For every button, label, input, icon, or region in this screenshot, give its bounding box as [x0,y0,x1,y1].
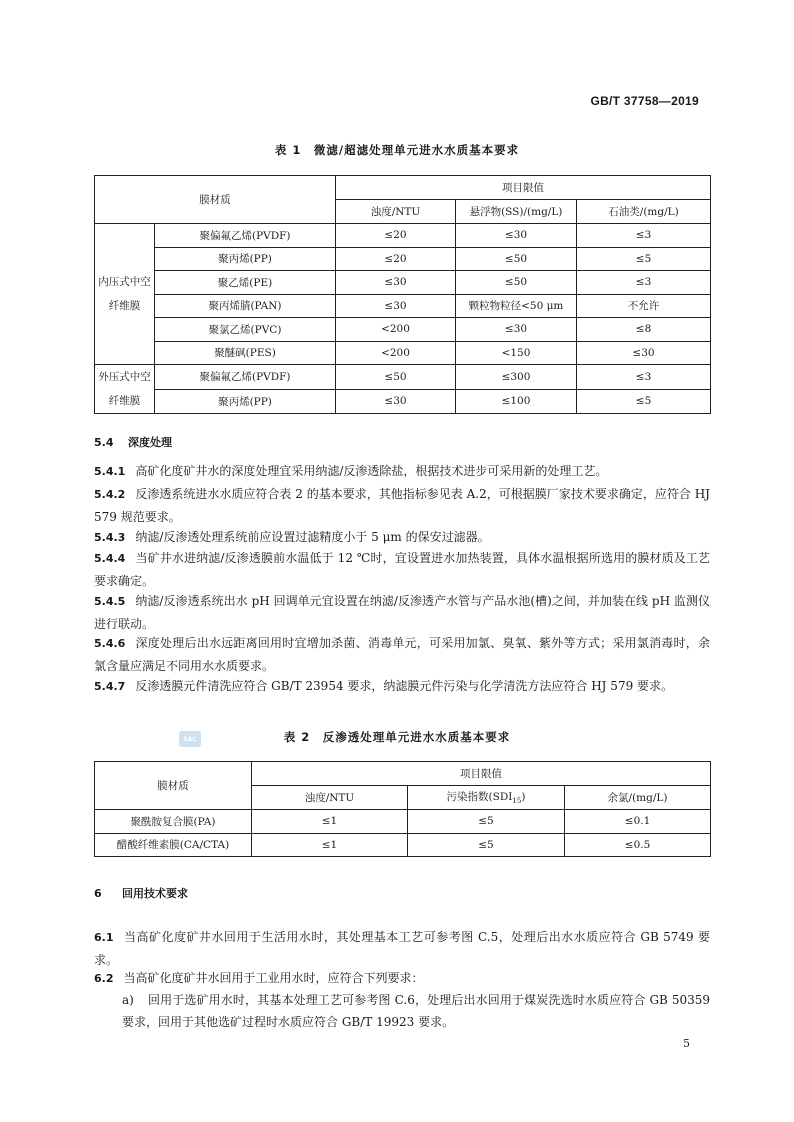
paragraph-5-4-1 [94,460,710,483]
paragraph-6-1 [94,926,710,971]
sdi-label: 污染指数(SDI [446,791,513,804]
table2-turbidity: ≤1 [252,833,408,857]
table1-material: 聚氯乙烯(PVC) [155,318,336,342]
table1-turbidity: ≤50 [336,365,456,390]
table1-oil: ≤8 [577,318,711,342]
table1-oil: 不允许 [577,294,711,318]
paragraph-5-4-4 [94,547,710,592]
clause-text: 深度处理后出水远距离回用时宜增加杀菌、消毒单元，可采用加氯、臭氧、紫外等方式；采用氯消毒时，余氯含量应满足不同用水水质要求。 [94,636,710,673]
table1-material: 聚乙烯(PE) [155,271,336,295]
table1-turbidity: ≤30 [336,389,456,414]
table1-col-oil: 石油类/(mg/L) [577,200,711,224]
list-item-label: a) [122,993,134,1007]
sac-watermark-logo: SAC [179,731,201,747]
sdi-close: ) [521,791,526,804]
table2-col-turbidity: 浊度/NTU [252,786,408,810]
table1-caption: 表 1 微滤/超滤处理单元进水水质基本要求 [274,143,520,157]
table2-chlorine: ≤0.5 [565,833,711,857]
table1-material: 聚偏氟乙烯(PVDF) [155,365,336,390]
table1-oil: ≤30 [577,341,711,365]
clause-number: 6.1 [94,931,114,944]
table1-ss: ≤50 [456,247,577,271]
section-title: 深度处理 [128,436,172,449]
table1-ss: ≤100 [456,389,577,414]
table1-col-turbidity: 浊度/NTU [336,200,456,224]
table1-turbidity: <200 [336,341,456,365]
table1-ss: ≤30 [456,318,577,342]
table2-caption: 表 2 反渗透处理单元进水水质基本要求 [283,730,511,744]
table1-oil: ≤3 [577,224,711,248]
table1-oil: ≤3 [577,271,711,295]
sdi-subscript: 15 [512,797,522,806]
table1-oil: ≤5 [577,247,711,271]
section-number: 5.4 [94,436,114,449]
table1-material: 聚醚砜(PES) [155,341,336,365]
clause-number: 5.4.1 [94,465,126,478]
table1-ss: ≤30 [456,224,577,248]
list-item-a [122,989,710,1033]
clause-number: 5.4.3 [94,531,126,544]
section-number: 6 [94,887,102,900]
table1-ss: 颗粒物粒径<50 μm [456,294,577,318]
clause-text: 当矿井水进纳滤/反渗透膜前水温低于 12 ℃时，宜设置进水加热装置，具体水温根据所选用的膜材质及工艺要求确定。 [94,551,710,588]
table2-head-limits: 项目限值 [252,762,711,786]
table1-material: 聚偏氟乙烯(PVDF) [155,224,336,248]
paragraph-6-2 [94,967,710,990]
table1-turbidity: ≤20 [336,247,456,271]
clause-text: 反渗透系统进水水质应符合表 2 的基本要求，其他指标参见表 A.2，可根据膜厂家技术要求确定，应符合 HJ 579 规范要求。 [94,487,710,524]
clause-text: 纳滤/反渗透系统出水 pH 回调单元宜设置在纳滤/反渗透产水管与产品水池(槽)之间，并加装在线 pH 监测仪进行联动。 [94,594,710,631]
table1-turbidity: ≤30 [336,271,456,295]
paragraph-5-4-5 [94,590,710,635]
clause-text: 反渗透膜元件清洗应符合 GB/T 23954 要求，纳滤膜元件污染与化学清洗方法应符合 HJ 579 要求。 [135,679,674,693]
paragraph-5-4-2 [94,483,710,528]
section-5-4-heading [94,434,172,450]
table1-ss: ≤300 [456,365,577,390]
table1-material: 聚丙烯(PP) [155,247,336,271]
table2-head-material: 膜材质 [95,762,252,810]
clause-number: 5.4.7 [94,680,126,693]
table1-group-outer: 外压式中空纤维膜 [95,365,155,414]
table2-material: 醋酸纤维素膜(CA/CTA) [95,833,252,857]
clause-number: 5.4.6 [94,637,126,650]
table2-sdi: ≤5 [408,833,565,857]
clause-text: 当高矿化度矿井水回用于生活用水时，其处理基本工艺可参考图 C.5，处理后出水水质应符合 GB 5749 要求。 [94,930,710,967]
clause-text: 当高矿化度矿井水回用于工业用水时，应符合下列要求： [123,971,424,985]
table1-head-material: 膜材质 [95,176,336,224]
paragraph-5-4-6 [94,632,710,677]
page-number: 5 [683,1037,690,1050]
table1-head-limits: 项目限值 [336,176,711,200]
paragraph-5-4-7 [94,675,710,698]
table2-turbidity: ≤1 [252,810,408,834]
table2-sdi: ≤5 [408,810,565,834]
table2 [94,761,711,857]
table1-material: 聚丙烯(PP) [155,389,336,414]
clause-number: 6.2 [94,972,114,985]
table2-col-chlorine: 余氯/(mg/L) [565,786,711,810]
list-item-text: 回用于选矿用水时，其基本处理工艺可参考图 C.6，处理后出水回用于煤炭洗选时水质应符合 GB 50359 要求，回用于其他选矿过程时水质应符合 GB/T 19923 要求。 [122,993,710,1029]
table1 [94,175,711,414]
section-6-heading [94,885,188,901]
table2-chlorine: ≤0.1 [565,810,711,834]
table1-oil: ≤3 [577,365,711,390]
table1-turbidity: ≤20 [336,224,456,248]
table1-ss: <150 [456,341,577,365]
table1-material: 聚丙烯腈(PAN) [155,294,336,318]
table1-group-inner: 内压式中空纤维膜 [95,224,155,365]
clause-number: 5.4.4 [94,552,126,565]
clause-number: 5.4.2 [94,488,126,501]
table1-ss: ≤50 [456,271,577,295]
table1-turbidity: <200 [336,318,456,342]
clause-number: 5.4.5 [94,595,126,608]
clause-text: 纳滤/反渗透处理系统前应设置过滤精度小于 5 μm 的保安过滤器。 [135,530,490,544]
table2-material: 聚酰胺复合膜(PA) [95,810,252,834]
table2-col-sdi [408,786,565,810]
table1-turbidity: ≤30 [336,294,456,318]
table1-oil: ≤5 [577,389,711,414]
section-title: 回用技术要求 [122,887,188,900]
paragraph-5-4-3 [94,526,710,549]
document-code: GB/T 37758—2019 [590,94,699,108]
clause-text: 高矿化度矿井水的深度处理宜采用纳滤/反渗透除盐，根据技术进步可采用新的处理工艺。 [135,464,608,478]
table1-col-ss: 悬浮物(SS)/(mg/L) [456,200,577,224]
